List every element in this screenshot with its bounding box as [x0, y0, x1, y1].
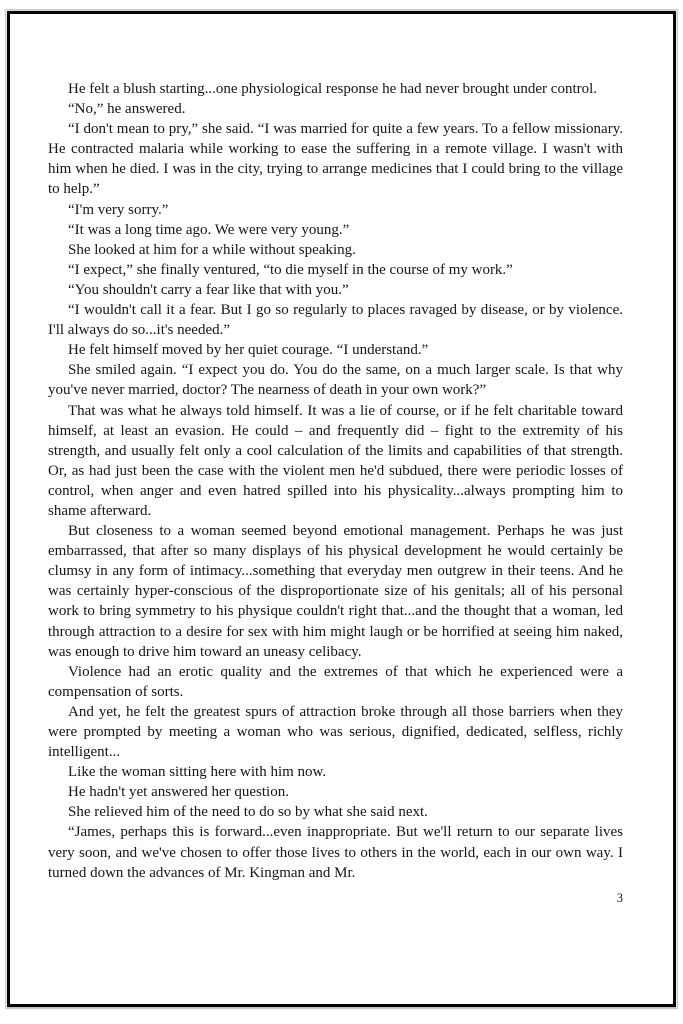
paragraph: But closeness to a woman seemed beyond emotional management. Perhaps he was just embarrassed, that after so many displays of his physical development he would certainly be clumsy in any form of intimacy...something that everyday men outgrew in their teens. And he was certainly hyper-conscious of the disproportionate size of his genitals; all of his personal work to bring symmetry to his physique couldn't right that...and the thought that a woman, led through attraction to a desire for sex with him might laugh or be horrified at seeing him naked, was enough to drive him toward an uneasy celibacy.	[48, 523, 623, 660]
paragraph: “I expect,” she finally ventured, “to die myself in the course of my work.”	[68, 261, 513, 278]
paragraph: “It was a long time ago. We were very young.”	[68, 221, 350, 238]
paragraph: “James, perhaps this is forward...even inappropriate. But we'll return to our separate lives very soon, and we've chosen to offer those lives to others in the world, each in our own way. I turned down the advances of Mr. Kingman and Mr.	[48, 824, 623, 881]
paragraph: She relieved him of the need to do so by what she said next.	[68, 804, 428, 821]
paragraph: Violence had an erotic quality and the extremes of that which he experienced were a compensation of sorts.	[48, 663, 623, 700]
paragraph: He felt a blush starting...one physiological response he had never brought under control.	[68, 81, 598, 97]
paragraph: He felt himself moved by her quiet courage. “I understand.”	[68, 342, 429, 359]
page-text-block	[48, 79, 623, 905]
paragraph: “You shouldn't carry a fear like that with you.”	[68, 281, 349, 298]
paragraph: “No,” he answered.	[68, 101, 186, 118]
paragraph: She looked at him for a while without speaking.	[68, 241, 356, 258]
paragraph: And yet, he felt the greatest spurs of attraction broke through all those barriers when they were prompted by meeting a woman who was serious, dignified, dedicated, selfless, richly intelligent...	[48, 703, 623, 761]
paragraph: “I don't mean to pry,” she said. “I was married for quite a few years. To a fellow missionary. He contracted malaria while working to ease the suffering in a remote village. I wasn't with him when he died. I was in the city, trying to arrange medicines that I could bring to the village to help.”	[48, 121, 623, 198]
paragraph: He hadn't yet answered her question.	[68, 784, 289, 801]
paragraph: Like the woman sitting here with him now.	[68, 764, 327, 781]
paragraph: “I'm very sorry.”	[68, 201, 169, 218]
paragraph: That was what he always told himself. It was a lie of course, or if he felt charitable toward himself, at least an evasion. He could – and frequently did – fight to the extremity of his strength, and usually felt only a cool calculation of the limits and capabilities of that strength. Or, as had just been the case with the violent men he'd subdued, there were periodic losses of control, when anger and even hatred spilled into his physicality...always prompting him to shame afterward.	[48, 402, 623, 519]
page-number: 3	[616, 890, 623, 905]
paragraph: “I wouldn't call it a fear. But I go so regularly to places ravaged by disease, or by violence. I'll always do so...it's needed.”	[48, 302, 623, 339]
paragraph: She smiled again. “I expect you do. You do the same, on a much larger scale. Is that why you've never married, doctor? The nearness of death in your own work?”	[48, 362, 623, 399]
